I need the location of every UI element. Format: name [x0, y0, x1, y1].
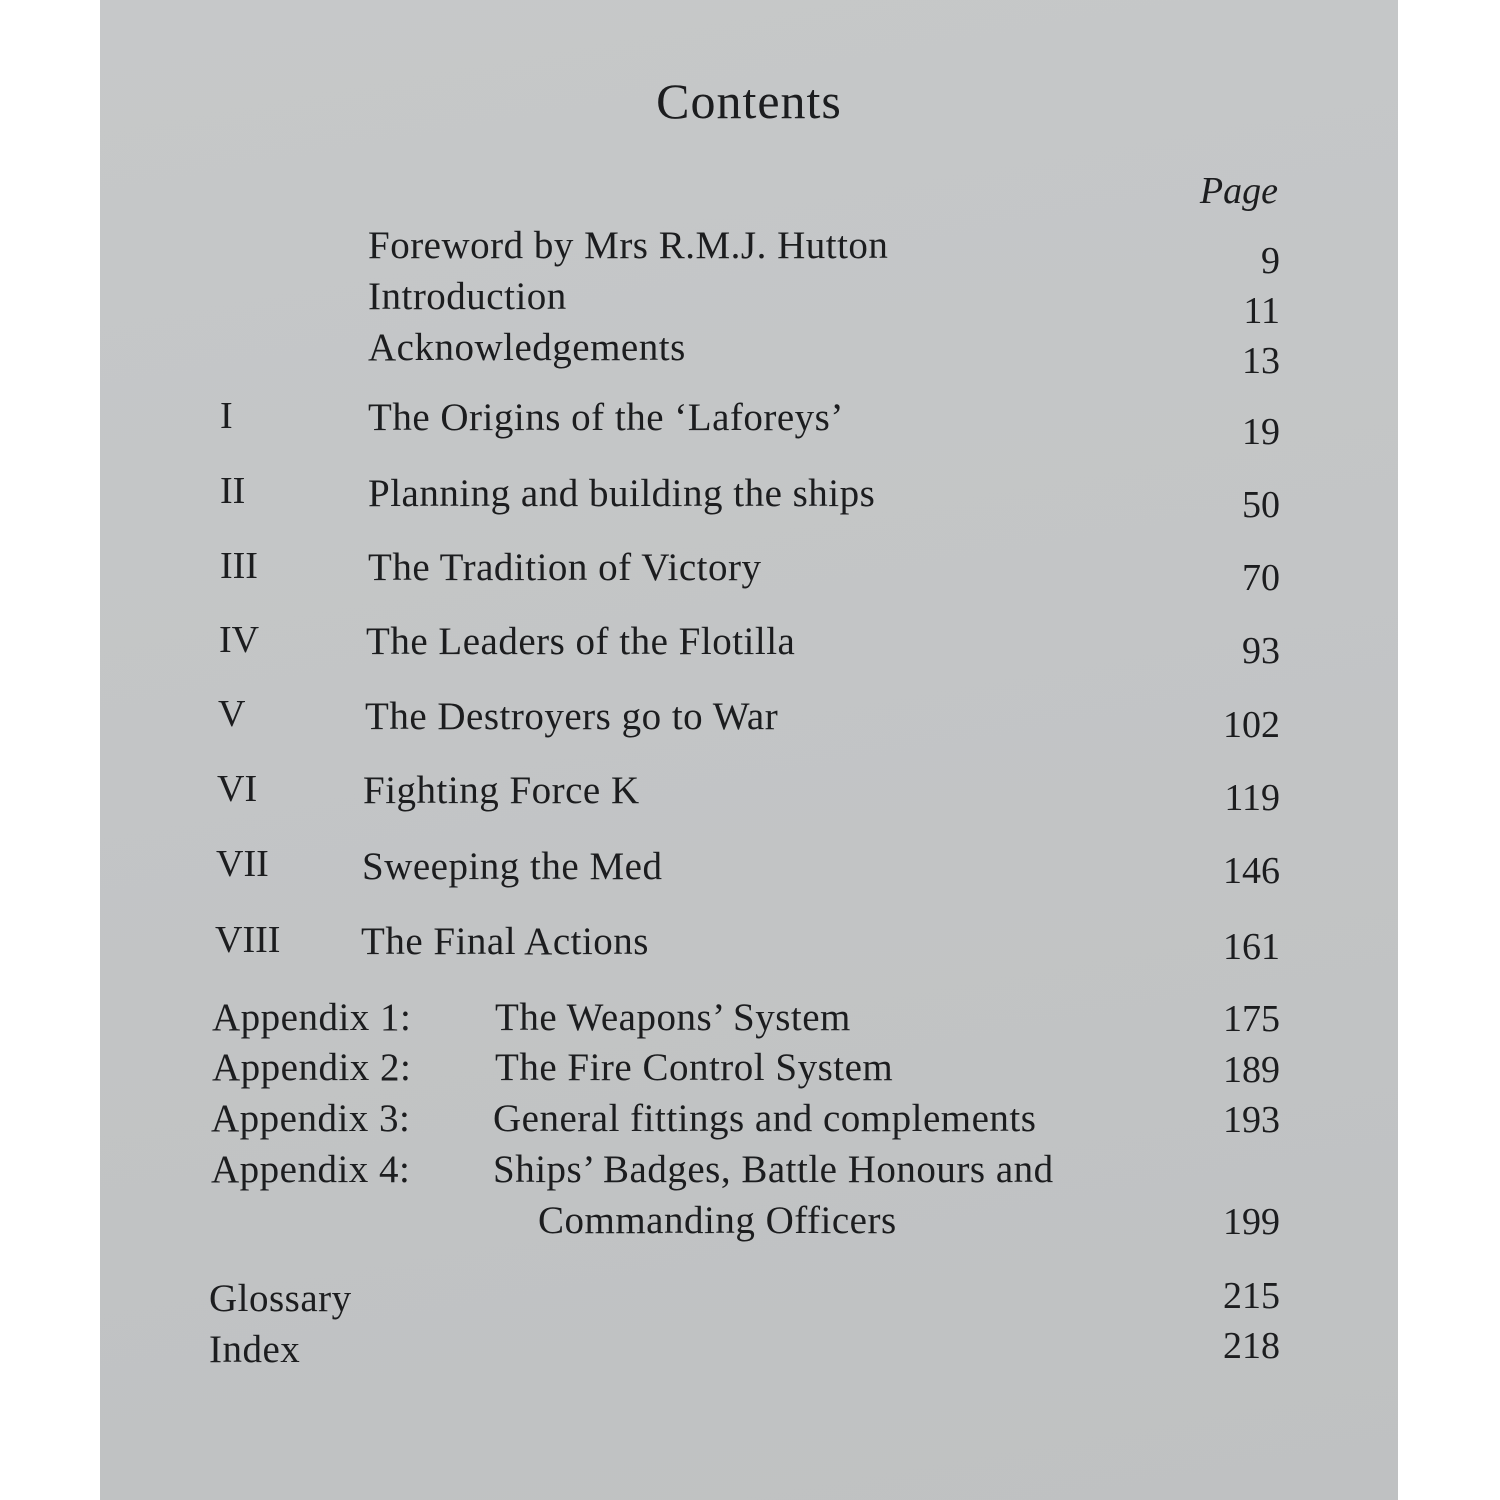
chapter-title: The Destroyers go to War — [365, 695, 779, 738]
chapter-page: 102 — [1223, 704, 1280, 746]
chapter-number: VI — [217, 768, 258, 810]
page-column-header: Page — [1199, 170, 1278, 212]
chapter-title: Fighting Force K — [363, 769, 640, 812]
back-matter-page: 218 — [1223, 1325, 1280, 1367]
chapter-page: 119 — [1224, 777, 1280, 819]
chapter-page: 70 — [1242, 557, 1280, 599]
appendix-title: The Fire Control System — [495, 1046, 894, 1089]
chapter-page: 19 — [1242, 411, 1280, 453]
chapter-page: 146 — [1223, 850, 1280, 892]
appendix-number: Appendix 1: — [212, 996, 412, 1039]
chapter-number: III — [220, 545, 258, 587]
chapter-title: The Final Actions — [361, 920, 649, 963]
chapter-number: VIII — [215, 919, 281, 961]
front-matter-page: 11 — [1243, 290, 1280, 332]
page-title: Contents — [656, 73, 842, 129]
appendix-title: The Weapons’ System — [495, 996, 851, 1039]
back-matter-page: 215 — [1223, 1275, 1280, 1317]
appendix-number: Appendix 3: — [211, 1097, 411, 1140]
appendix-page: 189 — [1223, 1049, 1280, 1091]
chapter-title: The Tradition of Victory — [368, 546, 762, 589]
chapter-number: II — [220, 470, 246, 512]
chapter-title: The Leaders of the Flotilla — [366, 620, 796, 663]
chapter-title: The Origins of the ‘Laforeys’ — [368, 396, 844, 439]
back-matter-label: Glossary — [209, 1277, 352, 1320]
chapter-page: 93 — [1242, 630, 1280, 672]
appendix-number: Appendix 2: — [212, 1046, 412, 1089]
appendix-title: Ships’ Badges, Battle Honours and — [493, 1148, 1054, 1191]
chapter-number: VII — [216, 843, 269, 885]
chapter-number: IV — [219, 619, 260, 661]
front-matter-label: Foreword by Mrs R.M.J. Hutton — [368, 224, 889, 267]
front-matter-page: 9 — [1261, 240, 1280, 282]
appendix-page: 175 — [1223, 998, 1280, 1040]
chapter-page: 161 — [1223, 926, 1280, 968]
front-matter-label: Introduction — [368, 275, 567, 318]
appendix-number: Appendix 4: — [211, 1148, 411, 1191]
appendix-title-continuation: Commanding Officers — [538, 1199, 897, 1242]
front-matter-page: 13 — [1242, 340, 1280, 382]
appendix-page: 199 — [1223, 1201, 1280, 1243]
appendix-page: 193 — [1223, 1099, 1280, 1141]
book-page — [100, 0, 1398, 1500]
chapter-number: I — [220, 395, 233, 437]
chapter-title: Sweeping the Med — [362, 845, 663, 888]
chapter-number: V — [218, 693, 246, 735]
appendix-title: General fittings and complements — [493, 1097, 1037, 1140]
front-matter-label: Acknowledgements — [368, 326, 686, 369]
chapter-title: Planning and building the ships — [368, 472, 876, 515]
chapter-page: 50 — [1242, 484, 1280, 526]
back-matter-label: Index — [209, 1328, 301, 1371]
